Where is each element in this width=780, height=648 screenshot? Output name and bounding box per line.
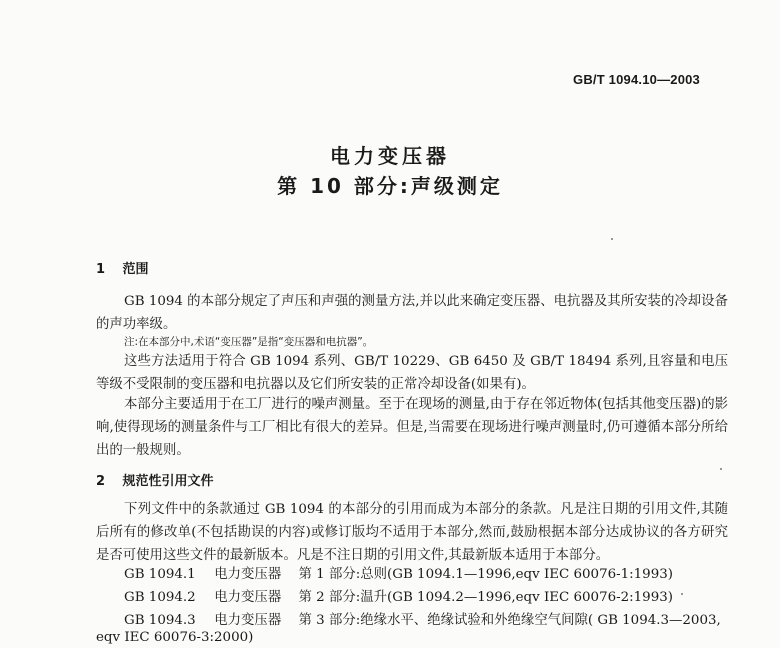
section-1-paragraph-1: GB 1094 的本部分规定了声压和声强的测量方法,并以此来确定变压器、电抗器及其所安装的冷却设备的声功率级。 bbox=[96, 294, 728, 332]
document-subtitle: 第 10 部分:声级测定 bbox=[277, 174, 503, 198]
section-2-paragraph-1: 下列文件中的条款通过 GB 1094 的本部分的引用而成为本部分的条款。凡是注日期的引用文件,其随后所有的修改单(不包括勘误的内容)或修订版均不适用于本部分,然而,鼓励根据本部分达成协议的各方研究是否可使用这些文件的最新版本。凡是不注日期的引用文件,其最新版本适用于本部分。 bbox=[96, 502, 728, 563]
section-1-note: 注:在本部分中,术语“变压器”是指“变压器和电抗器”。 bbox=[124, 336, 374, 348]
reference-item bbox=[124, 586, 673, 605]
section-1-heading bbox=[96, 258, 149, 277]
document-title: 电力变压器 bbox=[330, 144, 450, 168]
reference-item bbox=[124, 563, 673, 582]
section-1-paragraph-3: 本部分主要适用于在工厂进行的噪声测量。至于在现场的测量,由于存在邻近物体(包括其他变压器)的影响,使得现场的测量条件与工厂相比有很大的差异。但是,当需要在现场进行噪声测量时,仍可遵循本部分所给出的一般规则。 bbox=[96, 397, 728, 458]
section-1-number: 1 bbox=[96, 262, 106, 277]
section-2-title: 规范性引用文件 bbox=[122, 474, 214, 489]
reference-code: GB 1094.2 bbox=[124, 590, 196, 605]
reference-item bbox=[124, 609, 721, 628]
scan-speck bbox=[720, 468, 722, 470]
section-2-heading bbox=[96, 470, 214, 489]
reference-code: GB 1094.3 bbox=[124, 613, 196, 628]
reference-name: 电力变压器 bbox=[214, 613, 282, 628]
reference-code: GB 1094.1 bbox=[124, 567, 196, 582]
section-1-paragraph-2: 这些方法适用于符合 GB 1094 系列、GB/T 10229、GB 6450 及 GB/T 18494 系列,且容量和电压等级不受限制的变压器和电抗器以及它们所安装的正常冷却设备(如果有)。 bbox=[96, 354, 728, 392]
reference-name: 电力变压器 bbox=[214, 567, 282, 582]
reference-continuation: eqv IEC 60076-3:2000) bbox=[96, 630, 254, 645]
reference-part: 第 3 部分:绝缘水平、绝缘试验和外绝缘空气间隙( GB 1094.3—2003, bbox=[298, 613, 721, 628]
reference-part: 第 2 部分:温升(GB 1094.2—1996,eqv IEC 60076-2:1993) bbox=[298, 590, 673, 605]
standard-code: GB/T 1094.10—2003 bbox=[573, 72, 700, 87]
reference-part: 第 1 部分:总则(GB 1094.1—1996,eqv IEC 60076-1:1993) bbox=[298, 567, 673, 582]
section-1-title: 范围 bbox=[122, 262, 149, 277]
scan-speck bbox=[611, 238, 613, 240]
section-2-number: 2 bbox=[96, 474, 106, 489]
scan-speck bbox=[681, 593, 683, 595]
reference-name: 电力变压器 bbox=[214, 590, 282, 605]
